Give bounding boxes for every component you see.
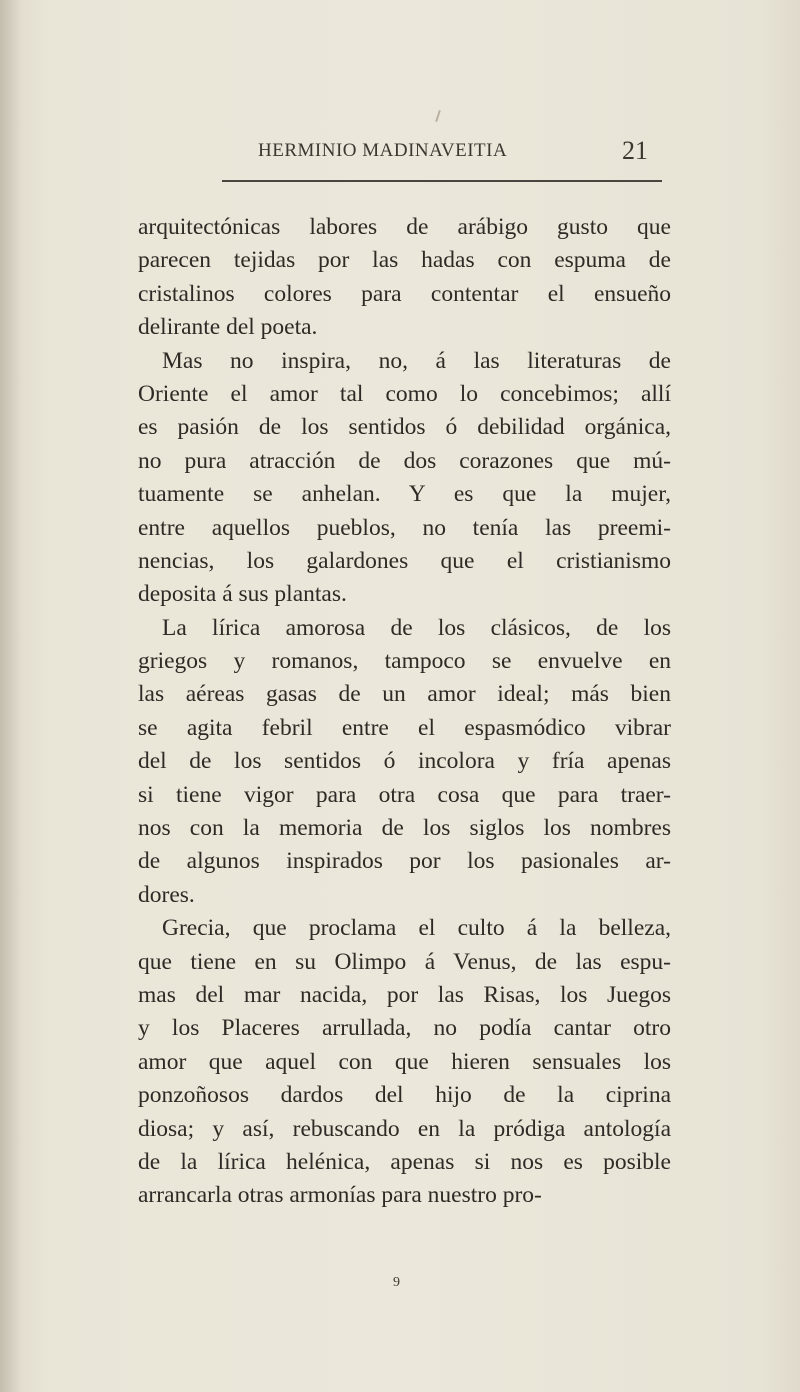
text-line: deposita á sus plantas. <box>138 581 347 608</box>
paragraph <box>138 345 671 612</box>
text-line: y los Placeres arrullada, no podía cantar otro <box>138 1015 671 1042</box>
text-line: de algunos inspirados por los pasionales ar- <box>138 848 671 875</box>
paragraph <box>138 211 671 345</box>
text-line: de la lírica helénica, apenas si nos es posible <box>138 1148 671 1175</box>
text-line: arrancarla otras armonías para nuestro pro- <box>138 1182 542 1209</box>
text-line: se agita febril entre el espasmódico vibrar <box>138 714 671 741</box>
signature-mark: 9 <box>393 1275 400 1290</box>
running-head <box>0 138 800 178</box>
text-line: ponzoñosos dardos del hijo de la ciprina <box>138 1082 671 1109</box>
text-line: amor que aquel con que hieren sensuales los <box>138 1048 671 1075</box>
text-line: tuamente se anhelan. Y es que la mujer, <box>138 481 671 508</box>
text-line: entre aquellos pueblos, no tenía las preemi- <box>138 514 671 541</box>
body-text <box>138 211 671 1213</box>
text-line: arquitectónicas labores de arábigo gusto que <box>138 214 671 240</box>
paragraph <box>138 612 671 913</box>
text-line: diosa; y así, rebuscando en la pródiga antología <box>138 1115 671 1142</box>
text-line: nos con la memoria de los siglos los nombres <box>138 815 671 842</box>
text-line: delirante del poeta. <box>138 314 318 341</box>
text-line: dores. <box>138 881 195 908</box>
text-line: del de los sentidos ó incolora y fría apenas <box>138 748 671 775</box>
text-line: Mas no inspira, no, á las literaturas de <box>162 347 671 374</box>
spine-shadow <box>0 0 22 1392</box>
paper-speck <box>435 110 441 122</box>
text-line: no pura atracción de dos corazones que mú- <box>138 447 671 474</box>
text-line: Oriente el amor tal como lo concebimos; allí <box>138 380 671 407</box>
text-line: las aéreas gasas de un amor ideal; más bien <box>138 681 671 708</box>
text-line: mas del mar nacida, por las Risas, los Juegos <box>138 981 671 1008</box>
text-line: que tiene en su Olimpo á Venus, de las espu- <box>138 948 671 975</box>
paragraph <box>138 912 671 1213</box>
page-number: 21 <box>622 136 648 165</box>
text-line: cristalinos colores para contentar el ensueño <box>138 280 671 307</box>
text-line: griegos y romanos, tampoco se envuelve en <box>138 648 671 675</box>
text-line: La lírica amorosa de los clásicos, de los <box>162 614 671 641</box>
text-line: nencias, los galardones que el cristianismo <box>138 547 671 574</box>
text-line: si tiene vigor para otra cosa que para traer- <box>138 781 671 808</box>
header-rule <box>222 180 662 182</box>
text-line: es pasión de los sentidos ó debilidad orgánica, <box>138 414 671 441</box>
text-line: parecen tejidas por las hadas con espuma de <box>138 247 671 274</box>
running-title: HERMINIO MADINAVEITIA <box>258 140 508 161</box>
text-line: Grecia, que proclama el culto á la belleza, <box>162 915 671 942</box>
